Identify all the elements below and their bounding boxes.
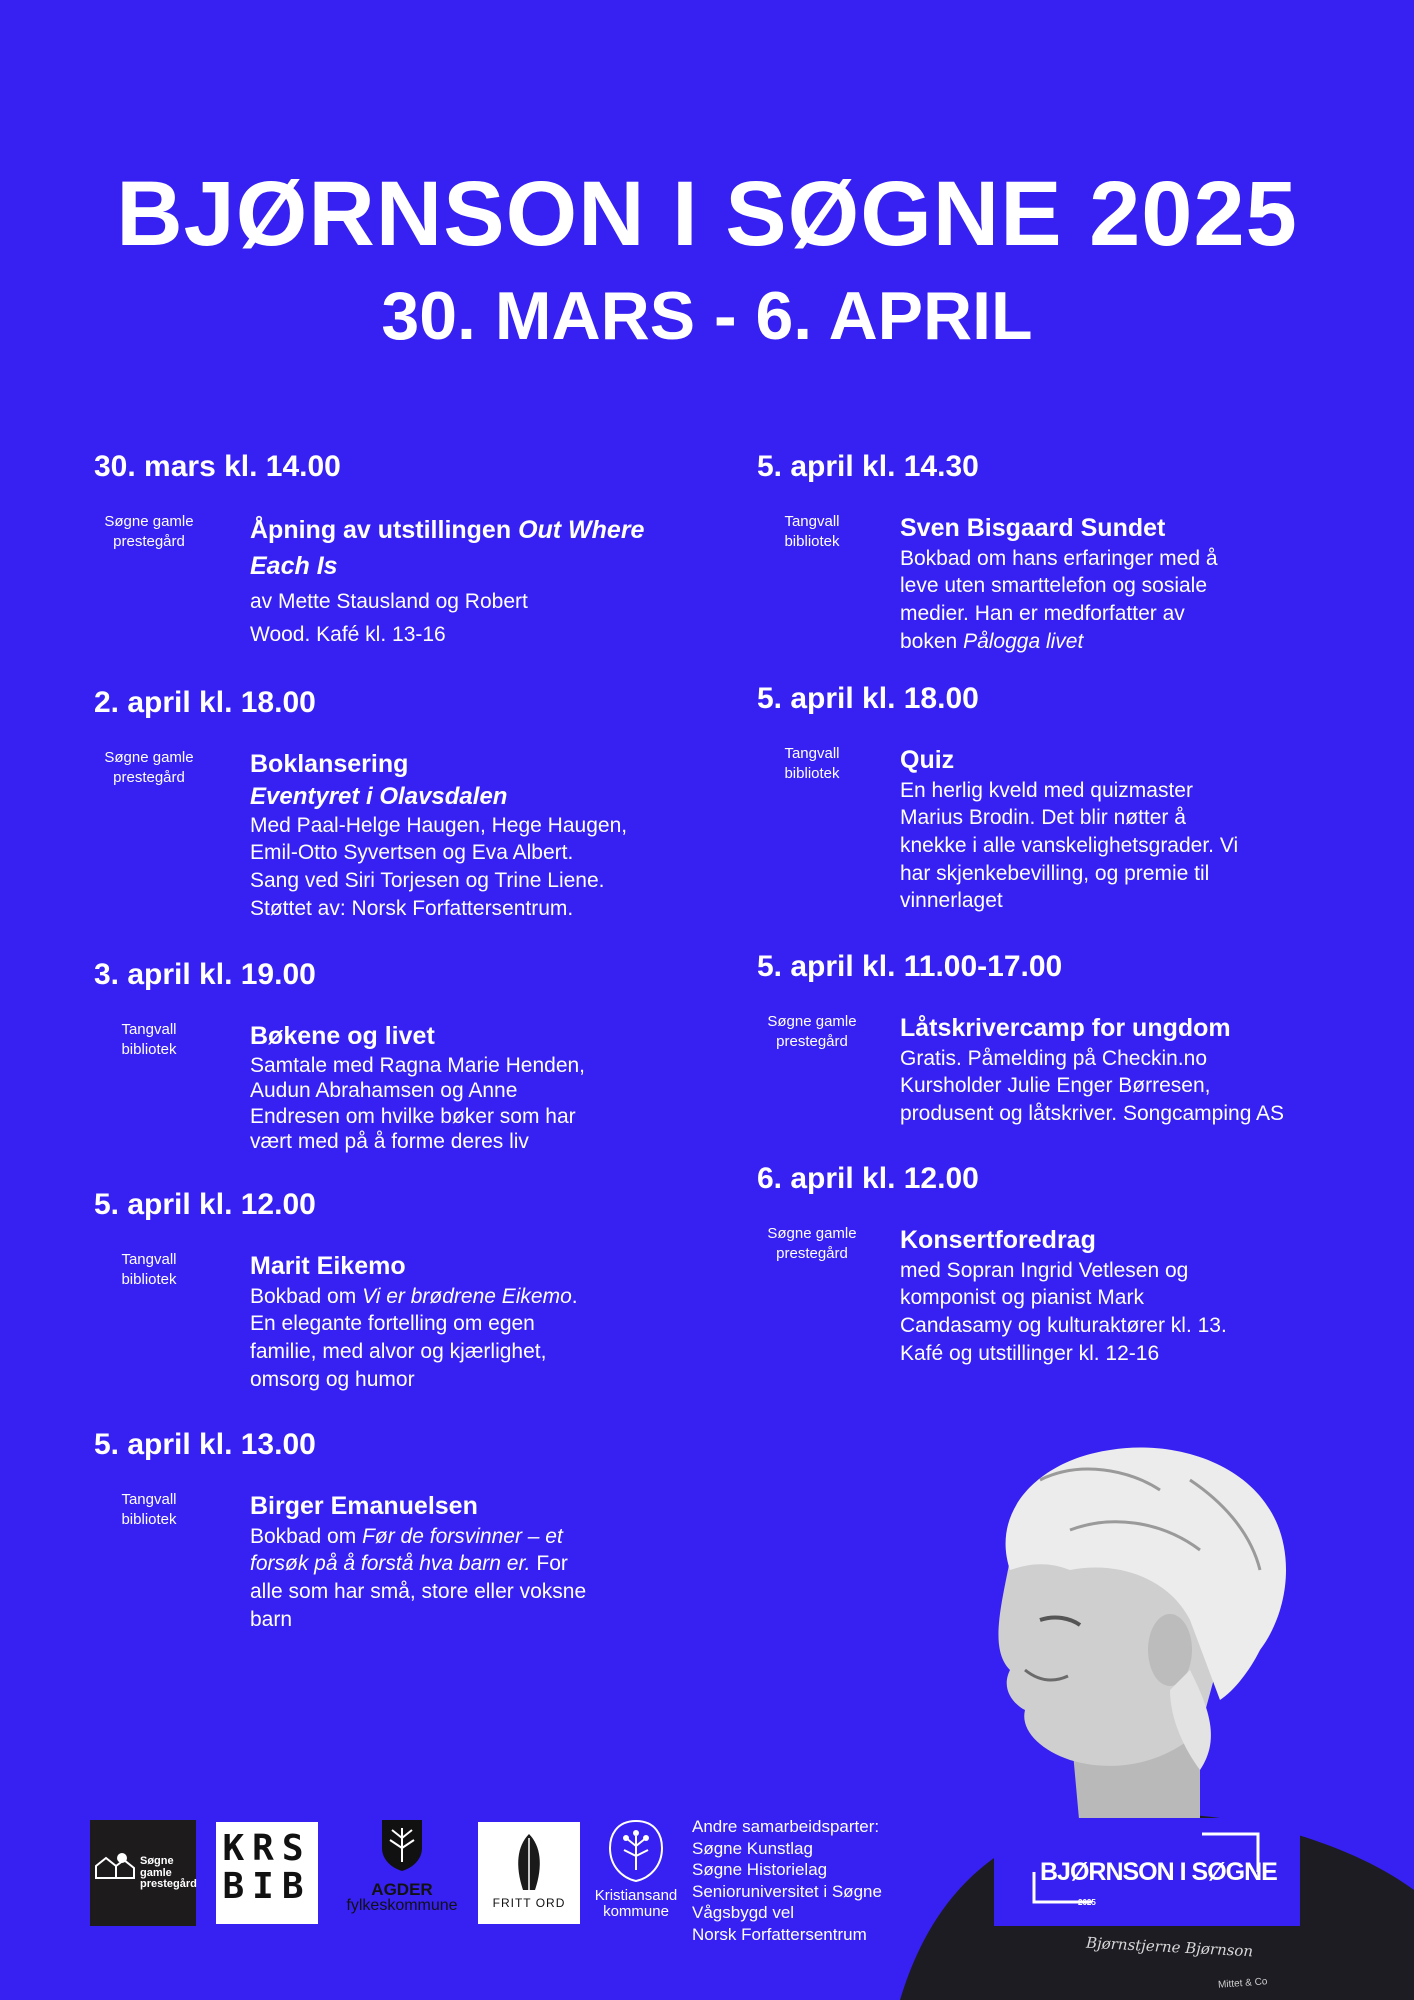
venue-line: prestegård: [113, 532, 185, 550]
quill-icon: [509, 1832, 549, 1892]
venue-line: Tangvall: [784, 513, 840, 530]
brand-year: 2025: [1078, 1898, 1096, 1907]
portrait-signature: Bjørnstjerne Bjørnson: [1085, 1933, 1254, 1961]
event-time: 5. april kl. 13.00: [94, 1428, 316, 1461]
event-title: Bøkene og livet: [250, 1022, 435, 1050]
event-line: Gratis. Påmelding på Checkin.no: [900, 1046, 1207, 1070]
logo-text: kommune: [603, 1902, 669, 1920]
event-title: Marit Eikemo: [250, 1252, 406, 1280]
event-venue: [94, 1490, 204, 1529]
event-line: Sang ved Siri Torjesen og Trine Liene.: [250, 869, 605, 893]
event-line: komponist og pianist Mark: [900, 1286, 1144, 1310]
tree-emblem-icon: [606, 1818, 666, 1884]
event-line: barn: [250, 1607, 293, 1631]
event-venue: [94, 1250, 204, 1289]
event-venue: [767, 512, 857, 551]
event-item: [94, 1430, 694, 1633]
event-line: omsorg og humor: [250, 1367, 415, 1391]
krs-bib-logo: [216, 1822, 318, 1924]
event-title: Konsertforedrag: [900, 1226, 1096, 1254]
venue-line: bibliotek: [121, 1510, 177, 1528]
event-line: Emil-Otto Syvertsen og Eva Albert.: [250, 841, 574, 865]
event-item: [94, 1190, 694, 1393]
event-venue: [767, 744, 857, 783]
event-line: produsent og låtskriver. Songcamping AS: [900, 1101, 1285, 1125]
event-time: 5. april kl. 11.00-17.00: [757, 950, 1063, 983]
event-line: knekke i alle vanskelighetsgrader. Vi: [900, 833, 1239, 857]
event-item: [94, 688, 694, 923]
event-line: boken Pålogga livet: [900, 629, 1084, 653]
event-time: 5. april kl. 12.00: [94, 1188, 316, 1221]
event-description: [900, 744, 1357, 915]
event-item: [94, 960, 694, 1155]
partner-item: Søgne Kunstlag: [692, 1838, 813, 1858]
partner-item: Senioruniversitet i Søgne: [692, 1881, 882, 1901]
house-icon: [94, 1852, 136, 1880]
event-line: Bokbad om Før de forsvinner – et: [250, 1524, 563, 1548]
event-line: En elegante fortelling om egen: [250, 1312, 535, 1336]
logo-text: prestegård: [140, 1878, 197, 1891]
photo-studio-mark: Mittet & Co: [1217, 1976, 1268, 1991]
event-description: [900, 1224, 1357, 1367]
event-time: 6. april kl. 12.00: [757, 1162, 979, 1195]
event-title: Birger Emanuelsen: [250, 1492, 478, 1520]
event-line: Bokbad om hans erfaringer med å: [900, 546, 1218, 570]
logo-text: BIB: [222, 1865, 312, 1907]
event-line: Bokbad om Vi er brødrene Eikemo.: [250, 1284, 578, 1308]
event-title: Boklansering: [250, 750, 409, 778]
event-time: 30. mars kl. 14.00: [94, 450, 341, 483]
sogne-gamle-prestegard-logo: [90, 1820, 196, 1926]
logo-text: fylkeskommune: [346, 1897, 458, 1914]
partner-item: Vågsbygd vel: [692, 1903, 795, 1923]
event-line: Marius Brodin. Det blir nøtter å: [900, 806, 1186, 830]
venue-line: Tangvall: [784, 745, 840, 762]
event-line: Endresen om hvilke bøker som har: [250, 1104, 576, 1128]
festival-dates: 30. MARS - 6. APRIL: [381, 278, 1033, 354]
venue-line: Søgne gamle: [104, 749, 194, 766]
event-title: Åpning av utstillingen Out Where Each Is: [250, 516, 645, 581]
event-item: [94, 452, 694, 652]
partner-item: Norsk Forfattersentrum: [692, 1924, 867, 1944]
event-line: vært med på å forme deres liv: [250, 1130, 529, 1154]
logo-text: KRS: [222, 1828, 312, 1869]
event-description: [900, 512, 1357, 655]
event-line: medier. Han er medforfatter av: [900, 601, 1185, 625]
venue-line: bibliotek: [784, 532, 840, 550]
event-line: alle som har små, store eller voksne: [250, 1579, 587, 1603]
venue-line: Søgne gamle: [104, 513, 194, 530]
event-description: [900, 1012, 1357, 1128]
partners-list: [692, 1816, 882, 1945]
coat-of-arms-icon: [380, 1818, 424, 1872]
poster-header: [0, 163, 1414, 354]
venue-line: Tangvall: [121, 1491, 177, 1508]
agder-fylkeskommune-logo: [342, 1818, 462, 1928]
event-line: av Mette Stausland og Robert: [250, 589, 528, 613]
event-line: Kafé og utstillinger kl. 12-16: [900, 1341, 1160, 1365]
venue-line: bibliotek: [784, 764, 840, 782]
logo-text: gamle: [140, 1866, 172, 1879]
event-line: Samtale med Ragna Marie Henden,: [250, 1053, 586, 1077]
event-venue: [94, 512, 204, 551]
partners-heading: Andre samarbeidsparter:: [692, 1817, 880, 1836]
event-title: Låtskrivercamp for ungdom: [900, 1014, 1231, 1042]
venue-line: prestegård: [776, 1032, 848, 1050]
fritt-ord-logo: [478, 1822, 580, 1924]
event-item: [757, 952, 1357, 1128]
event-title: Quiz: [900, 746, 955, 774]
event-venue: [94, 1020, 204, 1059]
venue-line: prestegård: [776, 1244, 848, 1262]
event-line: Audun Abrahamsen og Anne: [250, 1079, 518, 1103]
logo-text: FRITT ORD: [492, 1896, 566, 1910]
event-title: Sven Bisgaard Sundet: [900, 514, 1166, 542]
venue-line: Søgne gamle: [767, 1013, 857, 1030]
event-line: har skjenkebevilling, og premie til: [900, 861, 1210, 885]
event-line: Wood. Kafé kl. 13-16: [250, 623, 446, 647]
event-time: 5. april kl. 14.30: [757, 450, 979, 483]
event-venue: [757, 1224, 867, 1263]
event-description: [250, 748, 694, 923]
logo-text: Søgne: [140, 1855, 174, 1867]
event-subtitle: Eventyret i Olavsdalen: [250, 782, 508, 810]
event-item: [757, 684, 1357, 915]
event-line: vinnerlaget: [900, 889, 1003, 913]
event-line: En herlig kveld med quizmaster: [900, 778, 1193, 802]
event-line: Støttet av: Norsk Forfattersentrum.: [250, 896, 574, 920]
event-line: leve uten smarttelefon og sosiale: [900, 574, 1208, 598]
event-time: 2. april kl. 18.00: [94, 686, 316, 719]
event-line: forsøk på å forstå hva barn er. For: [250, 1552, 568, 1576]
partner-item: Søgne Historielag: [692, 1860, 828, 1880]
event-description: [250, 1020, 694, 1155]
kristiansand-kommune-logo: [586, 1818, 686, 1919]
event-venue: [94, 748, 204, 787]
venue-line: Tangvall: [121, 1021, 177, 1038]
venue-line: bibliotek: [121, 1270, 177, 1288]
event-time: 5. april kl. 18.00: [757, 682, 979, 715]
event-description: [250, 1250, 694, 1393]
bjornson-i-sogne-logo: [994, 1818, 1300, 1926]
event-item: [757, 452, 1357, 655]
event-item: [757, 1164, 1357, 1367]
event-line: Med Paal-Helge Haugen, Hege Haugen,: [250, 813, 628, 837]
logo-text: AGDER: [371, 1880, 433, 1899]
event-venue: [757, 1012, 867, 1051]
venue-line: Søgne gamle: [767, 1225, 857, 1242]
venue-line: bibliotek: [121, 1040, 177, 1058]
event-time: 3. april kl. 19.00: [94, 958, 316, 991]
event-description: [250, 1490, 694, 1633]
poster-title: BJØRNSON I SØGNE 2025: [116, 163, 1298, 265]
event-line: Kursholder Julie Enger Børresen,: [900, 1074, 1211, 1098]
event-line: med Sopran Ingrid Vetlesen og: [900, 1258, 1189, 1282]
brand-wordmark: BJØRNSON I SØGNE: [1040, 1858, 1277, 1886]
event-description: [250, 512, 694, 652]
venue-line: prestegård: [113, 768, 185, 786]
event-line: Candasamy og kulturaktører kl. 13.: [900, 1313, 1227, 1337]
logo-text: Kristiansand: [594, 1886, 678, 1904]
venue-line: Tangvall: [121, 1251, 177, 1268]
event-line: familie, med alvor og kjærlighet,: [250, 1339, 547, 1363]
